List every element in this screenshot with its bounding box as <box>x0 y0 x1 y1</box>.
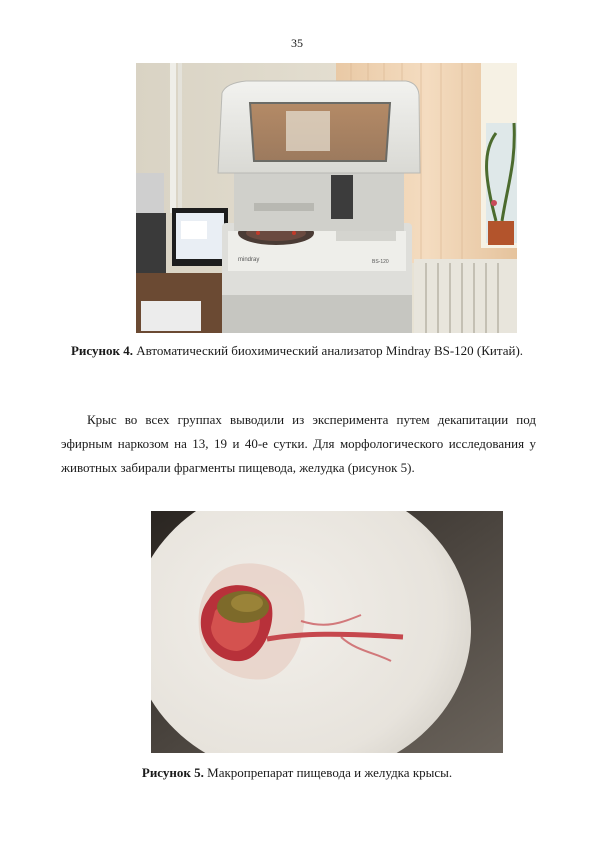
figure-5-label: Рисунок 5. <box>141 765 204 780</box>
figure-5-caption <box>60 762 534 784</box>
figure-4-caption-text: Автоматический биохимический анализатор Mindray BS-120 (Китай). <box>136 343 524 358</box>
figure-5-caption-text: Макропрепарат пищевода и желудка крысы. <box>207 765 453 780</box>
device-brand-label: mindray <box>238 257 260 263</box>
figure-5-photo <box>151 511 503 753</box>
page-number: 35 <box>291 36 303 50</box>
figure-4-label: Рисунок 4. <box>70 343 133 358</box>
figure-4-caption <box>60 340 534 362</box>
device-model-label: BS-120 <box>372 259 389 265</box>
figure-4-photo <box>136 63 517 333</box>
body-paragraph: Крыс во всех группах выводили из эксперимента путем декапитации под эфирным наркозом на 13, 19 и 40-е сутки. Для морфологического исследования у животных забирали фрагменты пищевода, желудка (рисунок 5). <box>61 412 536 475</box>
